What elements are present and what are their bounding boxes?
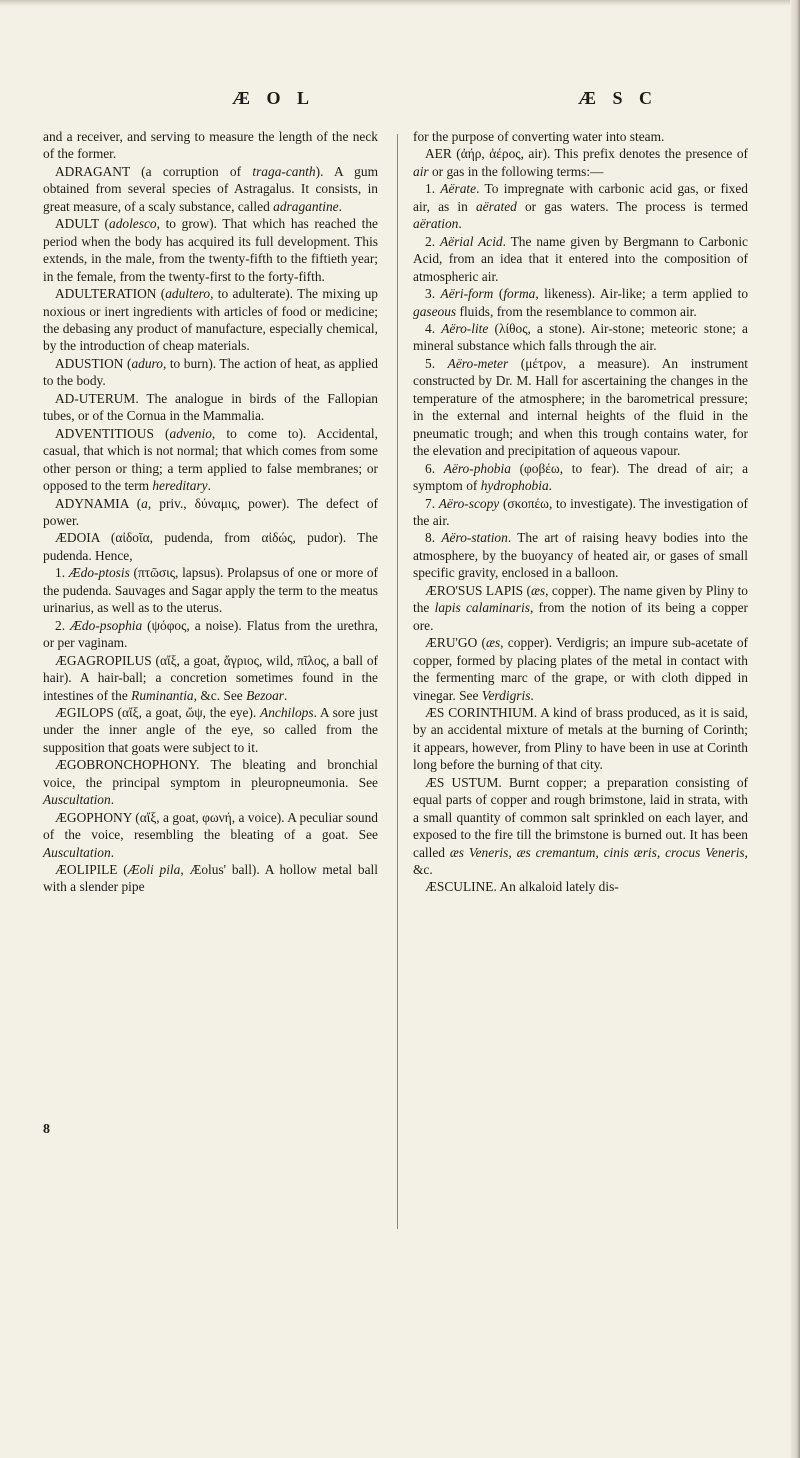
dictionary-entry: 1. Ædo-ptosis (πτῶσις, lapsus). Prolapsus of one or more of the pudenda. Sauvages and Sagar apply the term to the meatus urinarius, as well as to the uterus. xyxy=(43,565,379,616)
dictionary-entry: ADULTERATION (adultero, to adulterate). The mixing up noxious or inert ingredients with articles of food or medicine; the debasing any product of manufacture, especially chemical, by the introduction of cheap materials. xyxy=(43,286,378,354)
dictionary-entry: ÆS USTUM. Burnt copper; a preparation consisting of equal parts of copper and rough brimstone, laid in strata, with a small quantity of common salt sprinkled on each layer, and exposed to the fire till the brimstone is burned out. It has been called æs Veneris, æs cremantum, cinis æris, crocus Veneris, &c. xyxy=(413,774,748,878)
dictionary-entry: ÆOLIPILE (Æoli pila, Æolus' ball). A hollow metal ball with a slender pipe xyxy=(43,862,378,895)
italic-term: Aëro-station xyxy=(441,530,508,546)
column-divider xyxy=(397,134,398,1229)
italic-term: air xyxy=(413,163,429,179)
italic-term: Verdigris xyxy=(481,687,531,703)
italic-term: aërated xyxy=(475,198,517,214)
italic-term: a xyxy=(141,495,148,511)
dictionary-entry: 2. Aërial Acid. The name given by Bergmann to Carbonic Acid, from an idea that it entered into the composition of atmospheric air. xyxy=(413,233,748,284)
italic-term: gaseous xyxy=(413,303,457,319)
italic-term: Ædo-ptosis xyxy=(68,565,130,581)
dictionary-entry: ÆGILOPS (αἴξ, a goat, ὤψ, the eye). Anchilops. A sore just under the inner angle of the eye, so called from the supposition that goats were subject to it. xyxy=(43,704,378,755)
italic-term: æs xyxy=(530,582,546,598)
page-number: 8 xyxy=(43,1122,50,1137)
italic-term: adultero xyxy=(165,286,211,302)
italic-term: adolesco xyxy=(109,216,157,232)
italic-term: Aëro-phobia xyxy=(443,460,511,476)
dictionary-entry: 3. Aëri-form (forma, likeness). Air-like; a term applied to gaseous fluids, from the resemblance to common air. xyxy=(413,286,749,319)
dictionary-entry: AD-UTERUM. The analogue in birds of the Fallopian tubes, or of the Cornua in the Mammalia. xyxy=(43,390,378,424)
dictionary-entry: ÆGOPHONY (αἴξ, a goat, φωνή, a voice). A peculiar sound of the voice, resembling the bleating of a goat. See Auscultation. xyxy=(43,809,378,860)
page-top-edge xyxy=(0,0,800,6)
italic-term: hereditary xyxy=(152,478,208,494)
dictionary-entry: ADRAGANT (a corruption of traga-canth). A gum obtained from several species of Astragalus. It consists, in great measure, of a scaly substance, called adragantine. xyxy=(43,163,378,214)
italic-term: Aëri-form xyxy=(440,286,494,302)
dictionary-entry: ADVENTITIOUS (advenio, to come to). Accidental, casual, that which is not normal; that which comes from some other person or thing; a term applied to false membranes; or opposed to the term hereditary. xyxy=(43,425,378,494)
italic-term: Auscultation xyxy=(43,844,111,860)
italic-term: Ædo-psophia xyxy=(70,617,143,633)
dictionary-entry: ÆGAGROPILUS (αἴξ, a goat, ἄγριος, wild, πῖλος, a ball of hair). A hair-ball; a concretion sometimes found in the intestines of the Ruminantia, &c. See Bezoar. xyxy=(43,652,378,703)
dictionary-entry: ADUSTION (aduro, to burn). The action of heat, as applied to the body. xyxy=(43,355,378,389)
dictionary-entry: AER (ἀήρ, ἀέρος, air). This prefix denotes the presence of air or gas in the following terms:— xyxy=(413,146,748,179)
dictionary-entry: 5. Aëro-meter (μέτρον, a measure). An instrument constructed by Dr. M. Hall for ascertaining the changes in the temperature of the atmosphere; in the barometrical pressure; in the external and internal heights of the fluid in the pneumatic trough; and when this trough contains water, for the elevation and precipitation of aqueous vapour. xyxy=(413,355,748,459)
running-head-right: Æ S C xyxy=(578,88,659,108)
dictionary-entry: ÆSCULINE. An alkaloid lately dis- xyxy=(425,879,619,895)
dictionary-entry: ÆDOIA (αἰδοῖα, pudenda, from αἰδώς, pudor). The pudenda. Hence, xyxy=(43,530,378,563)
running-head-left: Æ O L xyxy=(232,88,316,108)
right-column xyxy=(413,128,748,896)
page-right-edge xyxy=(790,0,800,1458)
italic-term: adragantine xyxy=(273,198,339,214)
italic-term: Aëro-scopy xyxy=(438,495,500,511)
italic-term: Aërate xyxy=(440,181,477,197)
dictionary-entry: ADYNAMIA (a, priv., δύναμις, power). The defect of power. xyxy=(43,495,378,528)
italic-term: Auscultation xyxy=(43,792,111,808)
dictionary-entry: for the purpose of converting water into steam. xyxy=(413,129,665,144)
left-column xyxy=(43,128,378,896)
dictionary-entry: 4. Aëro-lite (λίθος, a stone). Air-stone; meteoric stone; a mineral substance which falls through the air. xyxy=(413,320,749,354)
italic-term: Æoli pila xyxy=(127,862,181,878)
italic-term: Aëro-meter xyxy=(447,355,509,371)
italic-term: aduro xyxy=(131,355,163,371)
dictionary-entry: 6. Aëro-phobia (φοβέω, to fear). The dread of air; a symptom of hydrophobia. xyxy=(413,460,749,494)
italic-term: Ruminantia xyxy=(131,687,194,703)
italic-term: æs xyxy=(486,635,501,651)
italic-term: hydrophobia xyxy=(480,478,549,494)
italic-term: traga-canth xyxy=(252,163,316,179)
italic-term: æs Veneris, æs cremantum, cinis æris, crocus Veneris xyxy=(449,844,745,860)
dictionary-entry: 1. Aërate. To impregnate with carbonic acid gas, or fixed air, as in aërated or gas waters. The process is termed aëration. xyxy=(413,181,748,232)
italic-term: lapis calaminaris xyxy=(434,600,530,616)
italic-term: Aërial Acid xyxy=(439,233,503,249)
dictionary-entry: ÆRU'GO (æs, copper). Verdigris; an impure sub-acetate of copper, formed by placing plates of the metal in contact with the fermenting marc of the grape, or with cloth dipped in vinegar. See Verdigris. xyxy=(413,635,748,703)
italic-term: aëration xyxy=(413,216,459,232)
dictionary-entry: 8. Aëro-station. The art of raising heavy bodies into the atmosphere, by the buoyancy of heated air, or gases of small specific gravity, enclosed in a balloon. xyxy=(413,530,749,581)
italic-term: forma xyxy=(503,286,536,302)
dictionary-entry: and a receiver, and serving to measure the length of the neck of the former. xyxy=(43,129,378,162)
dictionary-entry: ADULT (adolesco, to grow). That which has reached the period when the body has acquired its full development. This extends, in the male, from the twenty-fifth to the fiftieth year; in the female, from the twenty-first to the forty-fifth. xyxy=(43,216,378,284)
dictionary-entry: 2. Ædo-psophia (ψόφος, a noise). Flatus from the urethra, or per vaginam. xyxy=(43,617,378,651)
italic-term: Aëro-lite xyxy=(441,320,489,336)
italic-term: advenio xyxy=(169,425,212,441)
italic-term: Anchilops xyxy=(260,704,314,720)
italic-term: Bezoar xyxy=(246,687,285,703)
dictionary-entry: ÆGOBRONCHOPHONY. The bleating and bronchial voice, the principal symptom in pleuropneumonia. See Auscultation. xyxy=(43,757,378,808)
dictionary-entry: ÆRO'SUS LAPIS (æs, copper). The name given by Pliny to the lapis calaminaris, from the notion of its being a copper ore. xyxy=(413,582,748,633)
dictionary-entry: 7. Aëro-scopy (σκοπέω, to investigate). The investigation of the air. xyxy=(413,495,748,528)
dictionary-entry: ÆS CORINTHIUM. A kind of brass produced, as it is said, by an accidental mixture of metals at the burning of Corinth; it appears, however, from Pliny to have been in use at Corinth long before the burning of that city. xyxy=(413,704,748,773)
